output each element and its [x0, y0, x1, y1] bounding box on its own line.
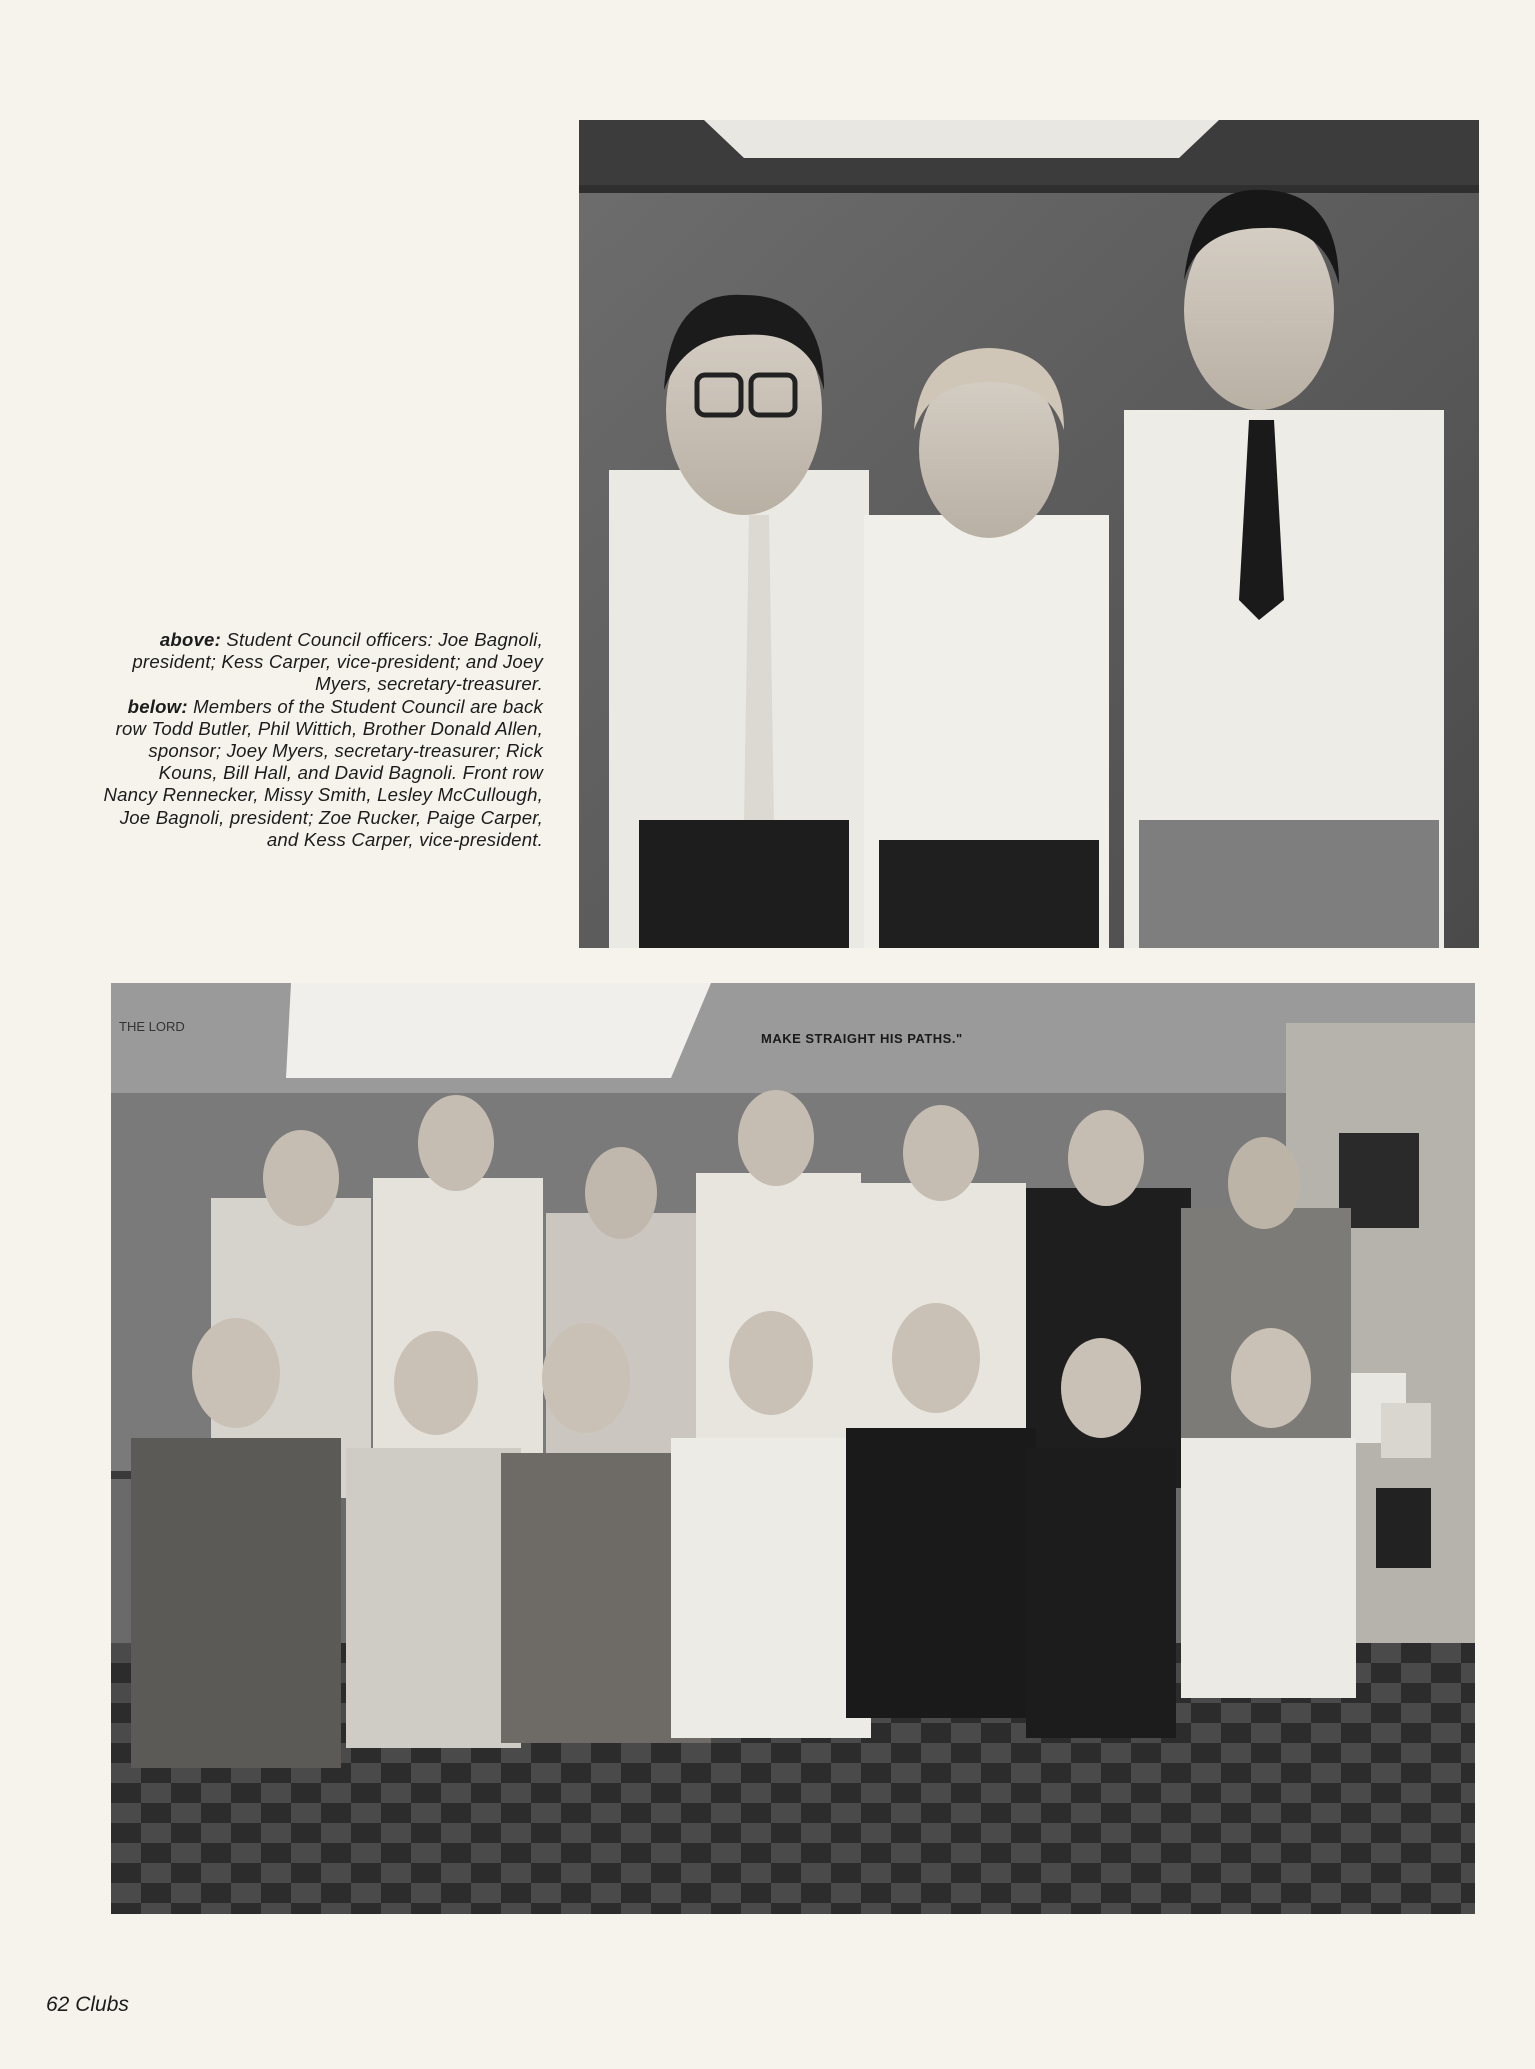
council-group-photo-image — [111, 983, 1475, 1914]
photo-caption — [100, 629, 543, 851]
officers-photo — [579, 120, 1479, 948]
council-group-photo — [111, 983, 1475, 1914]
officers-photo-image — [579, 120, 1479, 948]
caption-above-text: Student Council officers: Joe Bagnoli, president; Kess Carper, vice-president; and Joey Myers, secretary-treasurer. — [132, 629, 543, 695]
caption-above-label: above: — [159, 629, 221, 650]
caption-below — [100, 696, 543, 851]
caption-below-label: below: — [127, 695, 188, 717]
wall-sign-left-text: THE LORD — [119, 1019, 185, 1034]
caption-above — [100, 629, 543, 696]
caption-below-text: Members of the Student Council are back row Todd Butler, Phil Wittich, Brother Donald Allen, sponsor; Joey Myers, secretary-treasurer; Rick Kouns, Bill Hall, and David Bagnoli. Front row Nancy Rennecker, Missy Smith, Lesley McCullough, Joe Bagnoli, president; Zoe Rucker, Paige Carper, and Kess Carper, vice-president. — [103, 695, 543, 850]
page-folio: 62 Clubs — [46, 1993, 129, 2016]
wall-sign-text: MAKE STRAIGHT HIS PATHS." — [761, 1031, 963, 1046]
